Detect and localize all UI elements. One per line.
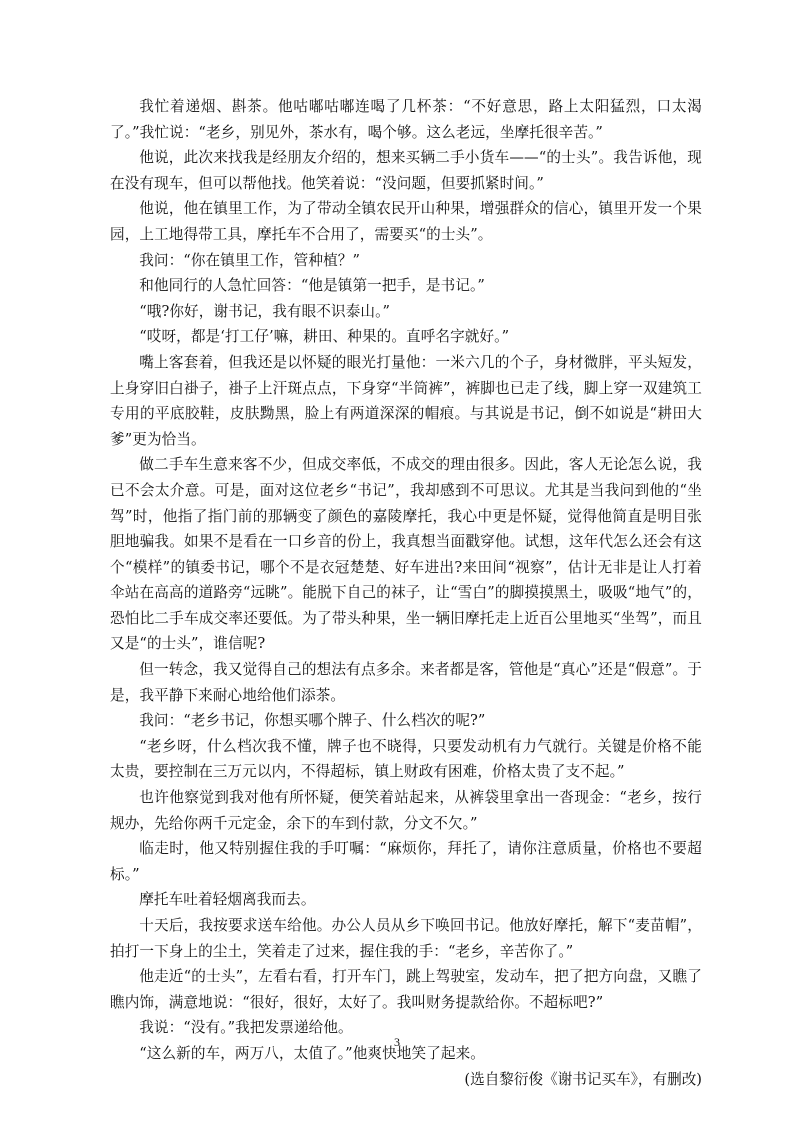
paragraph: 但一转念，我又觉得自己的想法有点多余。来者都是客，管他是“真心”还是“假意”。于是，我平静下来耐心地给他们添茶。 [110, 661, 702, 704]
paragraph: 我问：“你在镇里工作，管种植？” [139, 251, 361, 269]
paragraph: 我说：“没有。”我把发票递给他。 [139, 1019, 353, 1037]
article-body [110, 94, 702, 1067]
paragraph: 临走时，他又特别握住我的手叮嘱：“麻烦你，拜托了，请你注意质量，价格也不要超标。” [110, 840, 702, 883]
paragraph: “哎呀，都是‘打工仔’嘛，耕田、种果的。直呼名字就好。” [139, 328, 510, 346]
source-citation: (选自黎衍俊《谢书记买车》，有删改) [464, 1070, 702, 1088]
paragraph: 他说，他在镇里工作，为了带动全镇农民开山种果，增强群众的信心，镇里开发一个果园，上工地得带工具，摩托车不合用了，需要买“的士头”。 [110, 200, 702, 243]
paragraph: “这么新的车，两万八，太值了。”他爽快地笑了起来。 [139, 1044, 485, 1062]
paragraph: 他说，此次来找我是经朋友介绍的，想来买辆二手小货车——“的士头”。我告诉他，现在没有现车，但可以帮他找。他笑着说：“没问题，但要抓紧时间。” [110, 149, 702, 192]
paragraph: 我忙着递烟、斟茶。他咕嘟咕嘟连喝了几杯茶：“不好意思，路上太阳猛烈，口太渴了。”我忙说：“老乡，别见外，茶水有，喝个够。这么老远，坐摩托很辛苦。” [110, 98, 702, 141]
paragraph: “老乡呀，什么档次我不懂，牌子也不晓得，只要发动机有力气就行。关键是价格不能太贵，要控制在三万元以内，不得超标，镇上财政有困难，价格太贵了支不起。” [110, 737, 702, 781]
paragraph: 摩托车吐着轻烟离我而去。 [139, 891, 316, 909]
page-number: 3 [394, 1035, 400, 1049]
paragraph: “哦?你好，谢书记，我有眼不识泰山。” [139, 302, 391, 320]
paragraph: 也许他察觉到我对他有所怀疑，便笑着站起来，从裤袋里拿出一沓现金：“老乡，按行规办，先给你两千元定金，余下的车到付款，分文不欠。” [110, 789, 702, 832]
paragraph: 我问：“老乡书记，你想买哪个牌子、什么档次的呢?” [139, 712, 486, 730]
paragraph: 十天后，我按要求送车给他。办公人员从乡下唤回书记。他放好摩托，解下“麦苗帽”，拍打一下身上的尘土，笑着走了过来，握住我的手：“老乡，辛苦你了。” [110, 917, 702, 960]
paragraph: 他走近“的士头”，左看右看，打开车门，跳上驾驶室，发动车，把了把方向盘，又瞧了瞧内饰，满意地说：“很好，很好，太好了。我叫财务提款给你。不超标吧?” [110, 968, 702, 1011]
paragraph: 做二手车生意来客不少，但成交率低，不成交的理由很多。因此，客人无论怎么说，我已不会太介意。可是，面对这位老乡“书记”，我却感到不可思议。尤其是当我问到他的“坐驾”时，他指了指门前的那辆变了颜色的嘉陵摩托，我心中更是怀疑，觉得他简直是明目张胆地骗我。如果不是看在一口乡音的份上，我真想当面戳穿他。试想，这年代怎么还会有这个“模样”的镇委书记，哪个不是衣冠楚楚、好车进出?来田间“视察”，估计无非是让人打着伞站在高高的道路旁“远眺”。能脱下自己的袜子，让“雪白”的脚摸摸黑土，吸吸“地气”的，恐怕比二手车成交率还要低。为了带头种果，坐一辆旧摩托走上近百公里地买“坐驾”，而且又是“的士头”，谁信呢? [110, 456, 702, 653]
paragraph: 和他同行的人急忙回答：“他是镇第一把手，是书记。” [139, 277, 485, 295]
paragraph: 嘴上客套着，但我还是以怀疑的眼光打量他：一米六几的个子，身材微胖，平头短发，上身穿旧白褂子，褂子上汗斑点点，下身穿“半筒裤”，裤脚也已走了线，脚上穿一双建筑工专用的平底胶鞋，皮肤黝黑，脸上有两道深深的帽痕。与其说是书记，倒不如说是“耕田大爹”更为恰当。 [110, 353, 702, 448]
